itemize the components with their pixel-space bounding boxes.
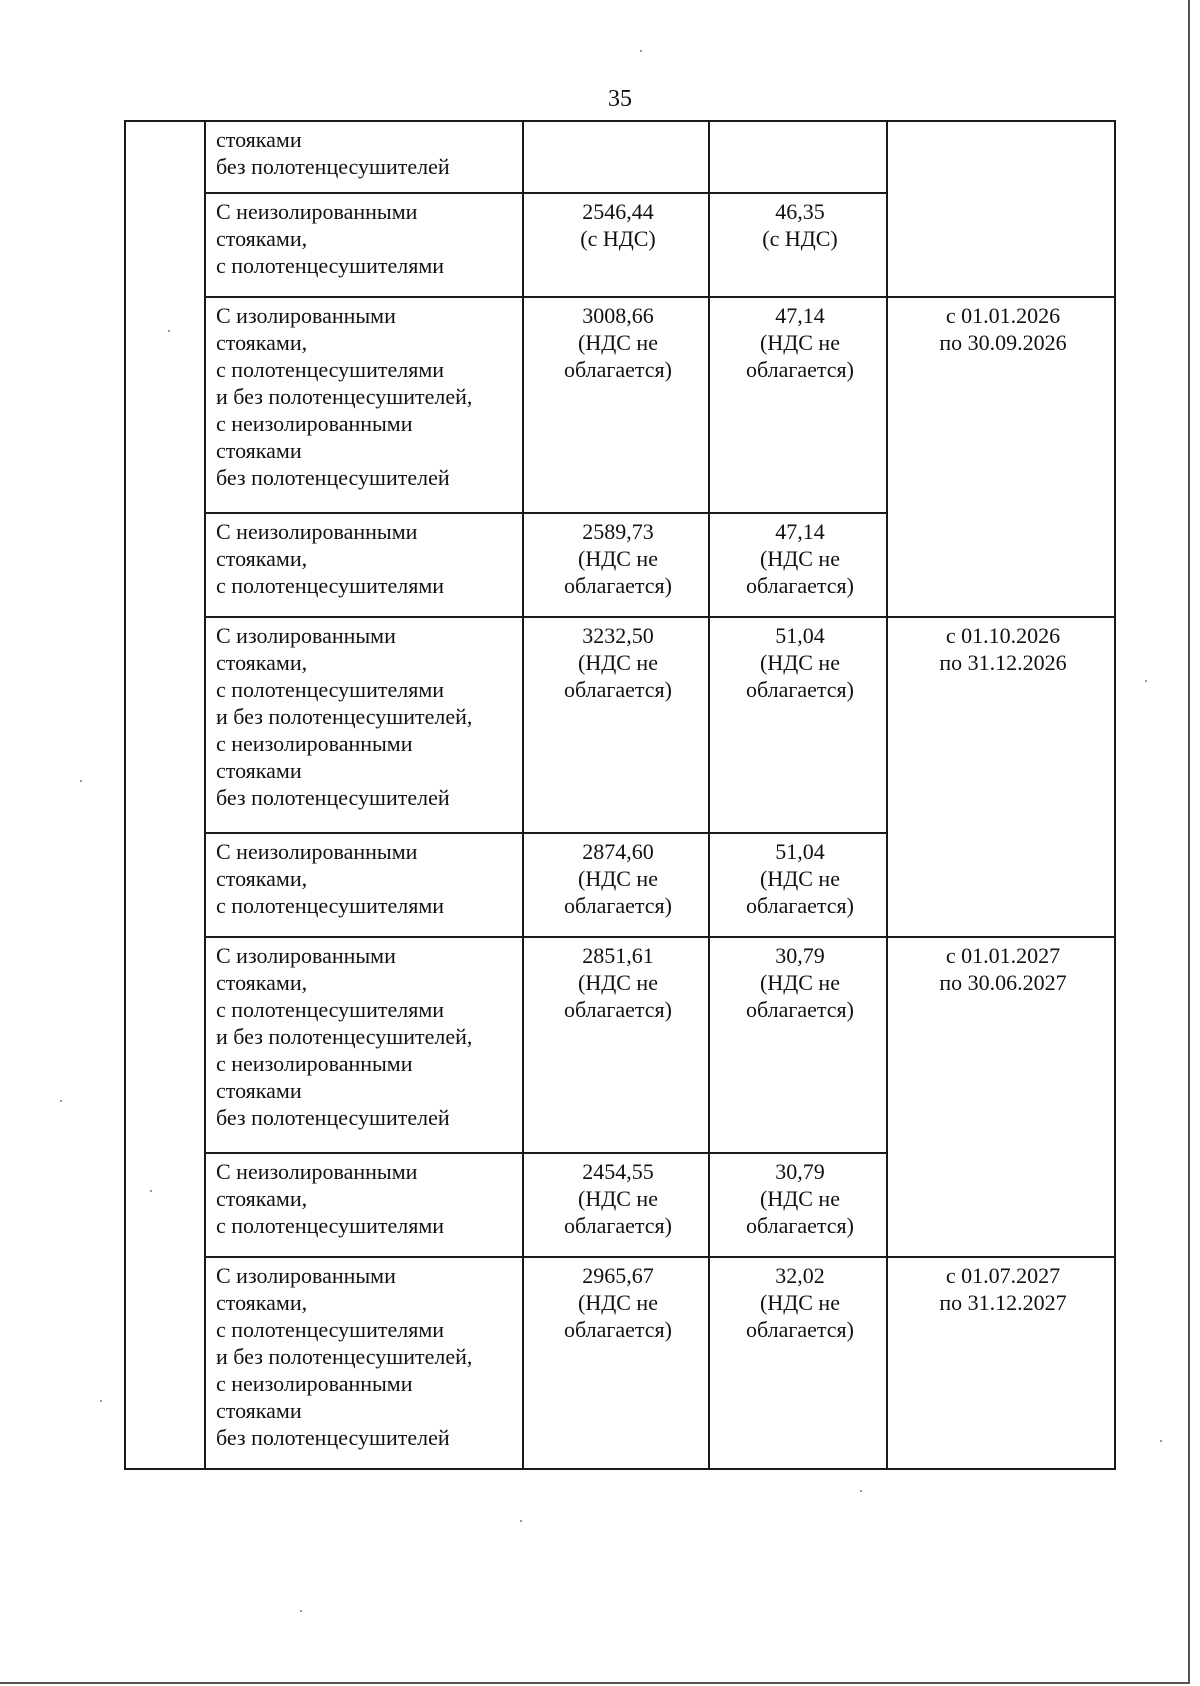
- price-cell: [523, 513, 709, 617]
- riser-type-cell-line: С изолированными: [216, 303, 396, 328]
- rate-cell-line: (с НДС): [762, 226, 838, 251]
- price-cell-line: 2874,60: [582, 839, 654, 864]
- scan-speck: [168, 330, 170, 332]
- rate-cell: [709, 937, 887, 1153]
- riser-type-cell-line: без полотенцесушителей: [216, 154, 450, 179]
- rate-cell-line: облагается): [745, 1213, 855, 1238]
- scan-speck: [60, 1100, 62, 1102]
- price-cell-line: облагается): [563, 1213, 673, 1238]
- riser-type-cell-line: без полотенцесушителей: [216, 1105, 450, 1130]
- validity-period-cell: [887, 937, 1115, 1257]
- riser-type-cell-line: С неизолированными: [216, 519, 418, 544]
- rate-cell-line: 30,79: [775, 943, 825, 968]
- riser-type-cell-line: С неизолированными: [216, 839, 418, 864]
- riser-type-cell-line: с полотенцесушителями: [216, 677, 445, 702]
- validity-period-cell-line: с 01.10.2026: [945, 623, 1061, 648]
- scan-speck: [1160, 1440, 1162, 1442]
- rate-cell-line: облагается): [745, 357, 855, 382]
- table-row: [125, 617, 1115, 833]
- rate-cell-line: облагается): [745, 677, 855, 702]
- page-number: 35: [608, 86, 632, 112]
- rate-cell-line: 51,04: [775, 623, 825, 648]
- riser-type-cell-line: с полотенцесушителями: [216, 253, 445, 278]
- riser-type-cell-line: С изолированными: [216, 623, 396, 648]
- riser-type-cell-line: и без полотенцесушителей,: [216, 704, 473, 729]
- rate-cell: [709, 121, 887, 193]
- riser-type-cell-line: С изолированными: [216, 1263, 396, 1288]
- scan-speck: [100, 1400, 102, 1402]
- validity-period-cell-line: с 01.01.2027: [945, 943, 1061, 968]
- riser-type-cell: [205, 1257, 523, 1469]
- price-cell-line: (НДС не: [578, 970, 658, 995]
- riser-type-cell-line: и без полотенцесушителей,: [216, 384, 473, 409]
- rate-cell-line: 46,35: [775, 199, 825, 224]
- riser-type-cell: [205, 1153, 523, 1257]
- rate-cell-line: 30,79: [775, 1159, 825, 1184]
- validity-period-cell: [887, 121, 1115, 297]
- scan-speck: [520, 1520, 522, 1522]
- table-row: [125, 297, 1115, 513]
- scan-speck: [640, 50, 642, 52]
- riser-type-cell: [205, 193, 523, 297]
- price-cell-line: 2546,44: [582, 199, 654, 224]
- riser-type-cell: [205, 617, 523, 833]
- riser-type-cell-line: стояками: [216, 438, 302, 463]
- validity-period-cell-line: с 01.01.2026: [945, 303, 1061, 328]
- riser-type-cell: [205, 937, 523, 1153]
- riser-type-cell-line: с полотенцесушителями: [216, 1213, 445, 1238]
- riser-type-cell-line: стояками,: [216, 1186, 308, 1211]
- riser-type-cell-line: С неизолированными: [216, 1159, 418, 1184]
- table-row: [125, 937, 1115, 1153]
- price-cell-line: 3232,50: [582, 623, 654, 648]
- price-cell-line: облагается): [563, 677, 673, 702]
- rate-cell-line: (НДС не: [760, 970, 840, 995]
- riser-type-cell-line: без полотенцесушителей: [216, 1425, 450, 1450]
- riser-type-cell-line: с полотенцесушителями: [216, 893, 445, 918]
- riser-type-cell-line: стояками,: [216, 226, 308, 251]
- riser-type-cell-line: с неизолированными: [216, 411, 413, 436]
- riser-type-cell-line: стояками,: [216, 1290, 308, 1315]
- index-column-cell: [125, 121, 205, 1469]
- validity-period-cell-line: с 01.07.2027: [945, 1263, 1061, 1288]
- riser-type-cell-line: стояками: [216, 1078, 302, 1103]
- scan-speck: [1145, 680, 1147, 682]
- price-cell: [523, 617, 709, 833]
- rate-cell: [709, 513, 887, 617]
- price-cell-line: (с НДС): [580, 226, 656, 251]
- riser-type-cell: [205, 297, 523, 513]
- price-cell-line: облагается): [563, 573, 673, 598]
- riser-type-cell-line: с полотенцесушителями: [216, 1317, 445, 1342]
- price-cell-line: 2965,67: [582, 1263, 654, 1288]
- table-row: [125, 121, 1115, 193]
- scan-speck: [80, 780, 82, 782]
- validity-period-cell: [887, 1257, 1115, 1469]
- riser-type-cell: [205, 121, 523, 193]
- price-cell-line: (НДС не: [578, 330, 658, 355]
- price-cell: [523, 1153, 709, 1257]
- riser-type-cell-line: С изолированными: [216, 943, 396, 968]
- page-edge-right: [1188, 0, 1190, 1684]
- rate-cell-line: облагается): [745, 1317, 855, 1342]
- price-cell: [523, 193, 709, 297]
- riser-type-cell-line: стояками: [216, 127, 302, 152]
- riser-type-cell: [205, 513, 523, 617]
- table-row: [125, 1257, 1115, 1469]
- riser-type-cell-line: с полотенцесушителями: [216, 573, 445, 598]
- rate-cell-line: 32,02: [775, 1263, 825, 1288]
- scan-speck: [150, 1190, 152, 1192]
- riser-type-cell-line: стояками: [216, 1398, 302, 1423]
- riser-type-cell-line: без полотенцесушителей: [216, 465, 450, 490]
- riser-type-cell-line: и без полотенцесушителей,: [216, 1024, 473, 1049]
- price-cell: [523, 833, 709, 937]
- riser-type-cell-line: стояками,: [216, 970, 308, 995]
- price-cell-line: (НДС не: [578, 1290, 658, 1315]
- rate-cell-line: (НДС не: [760, 866, 840, 891]
- page-edge-bottom: [0, 1682, 1190, 1684]
- rate-cell-line: (НДС не: [760, 546, 840, 571]
- rate-cell-line: 47,14: [775, 519, 825, 544]
- rate-cell-line: (НДС не: [760, 1290, 840, 1315]
- rate-cell-line: облагается): [745, 997, 855, 1022]
- price-cell-line: (НДС не: [578, 1186, 658, 1211]
- price-cell-line: облагается): [563, 893, 673, 918]
- price-cell: [523, 297, 709, 513]
- riser-type-cell-line: с полотенцесушителями: [216, 357, 445, 382]
- rate-cell-line: облагается): [745, 893, 855, 918]
- price-cell: [523, 121, 709, 193]
- rate-cell: [709, 833, 887, 937]
- scan-speck: [300, 1610, 302, 1612]
- riser-type-cell-line: с полотенцесушителями: [216, 997, 445, 1022]
- riser-type-cell: [205, 833, 523, 937]
- tariff-table: [124, 120, 1116, 1470]
- price-cell-line: 2589,73: [582, 519, 654, 544]
- tariff-table-body: [125, 121, 1115, 1469]
- rate-cell-line: (НДС не: [760, 330, 840, 355]
- riser-type-cell-line: с неизолированными: [216, 731, 413, 756]
- riser-type-cell-line: с неизолированными: [216, 1371, 413, 1396]
- rate-cell-line: (НДС не: [760, 1186, 840, 1211]
- riser-type-cell-line: стояками,: [216, 546, 308, 571]
- riser-type-cell-line: стояками,: [216, 330, 308, 355]
- validity-period-cell-line: по 30.06.2027: [939, 970, 1067, 995]
- rate-cell: [709, 1153, 887, 1257]
- riser-type-cell-line: и без полотенцесушителей,: [216, 1344, 473, 1369]
- price-cell-line: (НДС не: [578, 650, 658, 675]
- rate-cell: [709, 297, 887, 513]
- price-cell-line: облагается): [563, 1317, 673, 1342]
- scan-speck: [860, 1490, 862, 1492]
- price-cell: [523, 1257, 709, 1469]
- rate-cell: [709, 193, 887, 297]
- riser-type-cell-line: стояками,: [216, 866, 308, 891]
- price-cell-line: 2454,55: [582, 1159, 654, 1184]
- price-cell-line: 3008,66: [582, 303, 654, 328]
- validity-period-cell-line: по 30.09.2026: [939, 330, 1067, 355]
- rate-cell: [709, 1257, 887, 1469]
- rate-cell: [709, 617, 887, 833]
- rate-cell-line: 47,14: [775, 303, 825, 328]
- riser-type-cell-line: без полотенцесушителей: [216, 785, 450, 810]
- rate-cell-line: (НДС не: [760, 650, 840, 675]
- rate-cell-line: 51,04: [775, 839, 825, 864]
- price-cell-line: облагается): [563, 997, 673, 1022]
- price-cell-line: (НДС не: [578, 546, 658, 571]
- price-cell-line: 2851,61: [582, 943, 654, 968]
- riser-type-cell-line: стояками,: [216, 650, 308, 675]
- riser-type-cell-line: С неизолированными: [216, 199, 418, 224]
- rate-cell-line: облагается): [745, 573, 855, 598]
- validity-period-cell: [887, 617, 1115, 937]
- validity-period-cell: [887, 297, 1115, 617]
- validity-period-cell-line: по 31.12.2027: [939, 1290, 1067, 1315]
- riser-type-cell-line: стояками: [216, 758, 302, 783]
- price-cell-line: (НДС не: [578, 866, 658, 891]
- riser-type-cell-line: с неизолированными: [216, 1051, 413, 1076]
- price-cell: [523, 937, 709, 1153]
- validity-period-cell-line: по 31.12.2026: [939, 650, 1067, 675]
- price-cell-line: облагается): [563, 357, 673, 382]
